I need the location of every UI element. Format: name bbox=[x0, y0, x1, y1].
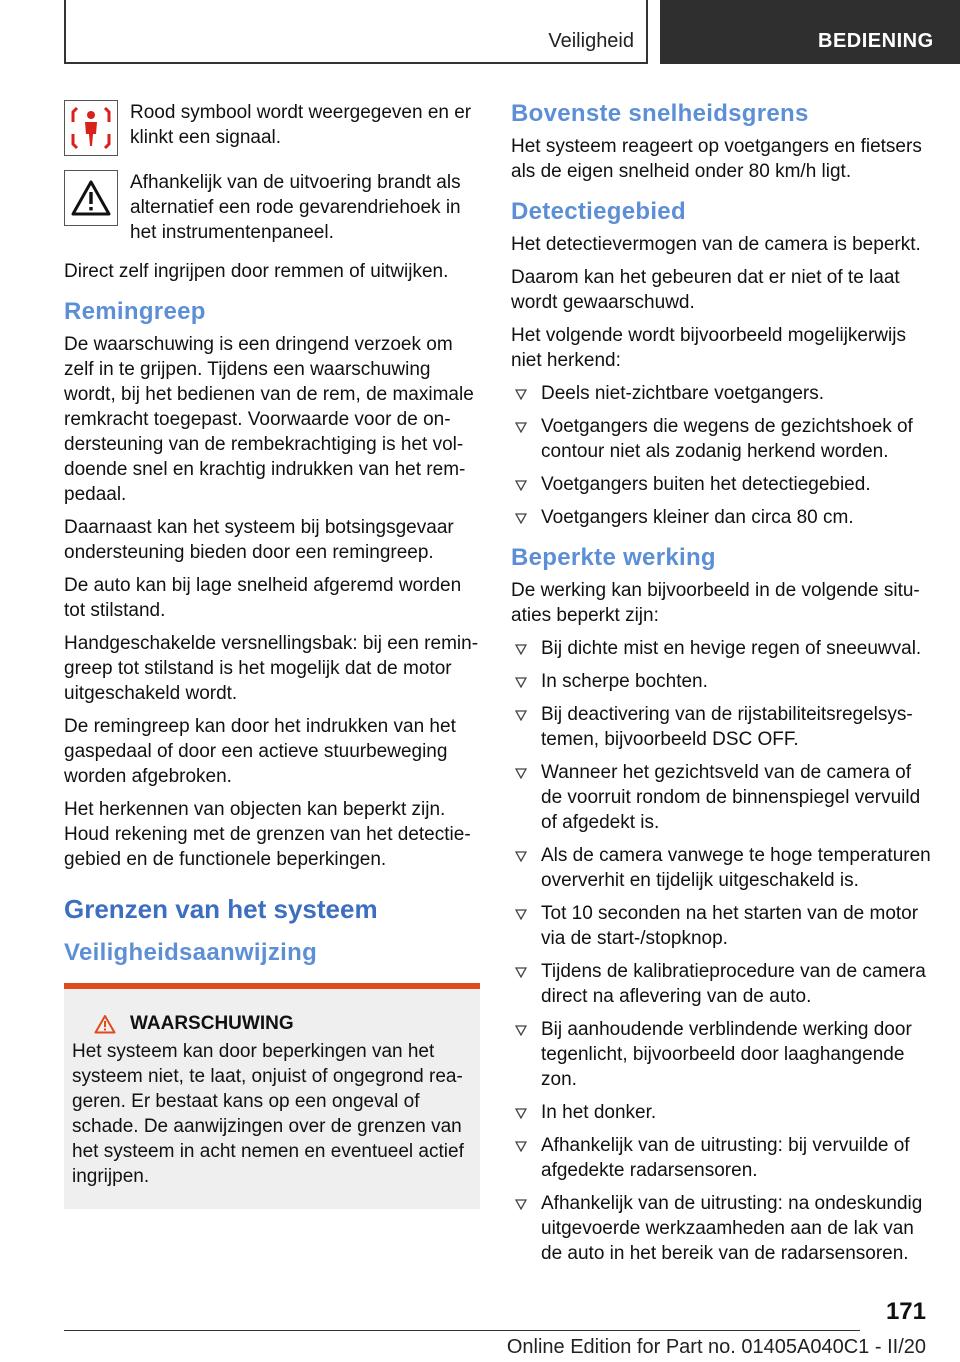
right-column bbox=[511, 100, 931, 1274]
paragraph: Het volgende wordt bijvoorbeeld mogelijkerwijs niet herkend: bbox=[511, 325, 906, 371]
list-item-text: Voetgangers die wegens de gezichtshoek of contour niet als zodanig herkend worden. bbox=[541, 416, 913, 462]
paragraph: Direct zelf ingrijpen door remmen of uitwijken. bbox=[64, 261, 449, 282]
triangle-bullet-icon bbox=[515, 1141, 527, 1152]
icon-note-text: Afhankelijk van de uitvoering brandt als alternatief een rode gevarendriehoek in het instrumentenpaneel. bbox=[130, 172, 461, 243]
list-item-text: Afhankelijk van de uitrusting: na ondeskundig uitgevoerde werkzaamheden aan de lak van de auto in het bereik van de radarsensoren. bbox=[541, 1193, 923, 1264]
warning-title-text: WAARSCHUWING bbox=[130, 1013, 294, 1034]
beperkte-list bbox=[511, 636, 931, 1266]
list-item bbox=[511, 1133, 931, 1183]
triangle-bullet-icon bbox=[515, 389, 527, 400]
paragraph: De waarschuwing is een dringend verzoek om zelf in te grijpen. Tijdens een waarschuwing wordt, bij het bedienen van de rem, de maximale remkracht toegepast. Voorwaarde voor de ondersteuning van de rembekrachtiging is het voldoende snel en krachtig indrukken van het rempedaal. bbox=[64, 334, 474, 505]
header-chapter: BEDIENING bbox=[660, 0, 960, 64]
list-item-text: Als de camera vanwege te hoge temperaturen oververhit en tijdelijk uitgeschakeld is. bbox=[541, 845, 931, 891]
triangle-bullet-icon bbox=[515, 513, 527, 524]
list-item bbox=[511, 1191, 931, 1266]
triangle-bullet-icon bbox=[515, 909, 527, 920]
triangle-bullet-icon bbox=[515, 677, 527, 688]
triangle-bullet-icon bbox=[515, 1025, 527, 1036]
heading-remingreep: Remingreep bbox=[64, 298, 206, 325]
list-item bbox=[511, 472, 931, 497]
paragraph: Het detectievermogen van de camera is beperkt. bbox=[511, 234, 921, 255]
detectie-list bbox=[511, 381, 931, 530]
triangle-bullet-icon bbox=[515, 644, 527, 655]
list-item-text: Deels niet-zichtbare voetgangers. bbox=[541, 383, 825, 404]
triangle-bullet-icon bbox=[515, 967, 527, 978]
list-item bbox=[511, 1017, 931, 1092]
triangle-bullet-icon bbox=[515, 422, 527, 433]
list-item-text: Bij dichte mist en hevige regen of sneeuwval. bbox=[541, 638, 922, 659]
paragraph: Het systeem reageert op voetgangers en fietsers als de eigen snelheid onder 80 km/h ligt. bbox=[511, 136, 922, 182]
list-item bbox=[511, 760, 931, 835]
paragraph: Handgeschakelde versnellingsbak: bij een remingreep tot stilstand is het mogelijk dat de motor uitgeschakeld wordt. bbox=[64, 633, 479, 704]
icon-note bbox=[64, 170, 480, 245]
list-item-text: Tot 10 seconden na het starten van de motor via de start-/stopknop. bbox=[541, 903, 919, 949]
paragraph: Daarom kan het gebeuren dat er niet of te laat wordt gewaarschuwd. bbox=[511, 267, 900, 313]
footer-edition: Online Edition for Part no. 01405A040C1 - II/20 bbox=[506, 1336, 926, 1358]
list-item-text: Afhankelijk van de uitrusting: bij vervuilde of afgedekte radarsensoren. bbox=[541, 1135, 910, 1181]
left-column bbox=[64, 100, 480, 1209]
heading-veiligheidsaanwijzing: Veiligheidsaanwijzing bbox=[64, 939, 318, 966]
icon-note bbox=[64, 100, 480, 156]
list-item bbox=[511, 381, 931, 406]
list-item bbox=[511, 505, 931, 530]
list-item-text: Voetgangers buiten het detectiegebied. bbox=[541, 474, 871, 495]
triangle-bullet-icon bbox=[515, 1199, 527, 1210]
warning-text: Het systeem kan door beperkingen van het systeem niet, te laat, onjuist of ongegrond reageren. Er bestaat kans op een ongeval of schade. De aanwijzingen over de grenzen van het systeem in acht nemen en eventueel actief ingrijpen. bbox=[72, 1041, 464, 1187]
list-item bbox=[511, 959, 931, 1009]
triangle-bullet-icon bbox=[515, 480, 527, 491]
warning-box bbox=[64, 983, 480, 1209]
pedestrian-warning-icon bbox=[64, 100, 118, 156]
header-section: Veiligheid bbox=[548, 30, 634, 52]
triangle-bullet-icon bbox=[515, 1108, 527, 1119]
triangle-bullet-icon bbox=[515, 851, 527, 862]
list-item-text: In het donker. bbox=[541, 1102, 657, 1123]
paragraph: De werking kan bijvoorbeeld in de volgende situaties beperkt zijn: bbox=[511, 580, 920, 626]
paragraph: Het herkennen van objecten kan beperkt zijn. Houd rekening met de grenzen van het detectiegebied en de functionele beperkingen. bbox=[64, 799, 471, 870]
list-item bbox=[511, 901, 931, 951]
list-item-text: Bij aanhoudende verblindende werking door tegenlicht, bijvoorbeeld door laaghangende zon. bbox=[541, 1019, 912, 1090]
warning-title bbox=[72, 1013, 472, 1035]
list-item-text: Voetgangers kleiner dan circa 80 cm. bbox=[541, 507, 854, 528]
paragraph: Daarnaast kan het systeem bij botsingsgevaar ondersteuning bieden door een remingreep. bbox=[64, 517, 454, 563]
list-item-text: Tijdens de kalibratieprocedure van de camera direct na aflevering van de auto. bbox=[541, 961, 926, 1007]
triangle-bullet-icon bbox=[515, 768, 527, 779]
list-item-text: In scherpe bochten. bbox=[541, 671, 708, 692]
heading-beperkte-werking: Beperkte werking bbox=[511, 544, 716, 571]
list-item bbox=[511, 1100, 931, 1125]
heading-grenzen: Grenzen van het systeem bbox=[64, 894, 378, 924]
heading-bovenste-snelheidsgrens: Bovenste snelheidsgrens bbox=[511, 100, 809, 127]
paragraph: De remingreep kan door het indrukken van het gaspedaal of door een actieve stuurbeweging worden afgebroken. bbox=[64, 716, 456, 787]
list-item bbox=[511, 636, 931, 661]
triangle-bullet-icon bbox=[515, 710, 527, 721]
list-item bbox=[511, 669, 931, 694]
list-item bbox=[511, 702, 931, 752]
list-item bbox=[511, 843, 931, 893]
list-item bbox=[511, 414, 931, 464]
list-item-text: Wanneer het gezichtsveld van de camera of de voorruit rondom de binnenspiegel vervuild of afgedekt is. bbox=[541, 762, 921, 833]
warning-triangle-icon bbox=[64, 170, 118, 226]
warning-triangle-icon bbox=[94, 1014, 116, 1034]
heading-detectiegebied: Detectiegebied bbox=[511, 198, 686, 225]
list-item-text: Bij deactivering van de rijstabiliteitsregelsystemen, bijvoorbeeld DSC OFF. bbox=[541, 704, 913, 750]
page-number: 171 bbox=[885, 1298, 926, 1325]
icon-note-text: Rood symbool wordt weergegeven en er klinkt een signaal. bbox=[130, 102, 472, 148]
footer-divider bbox=[64, 1330, 860, 1331]
paragraph: De auto kan bij lage snelheid afgeremd worden tot stilstand. bbox=[64, 575, 462, 621]
